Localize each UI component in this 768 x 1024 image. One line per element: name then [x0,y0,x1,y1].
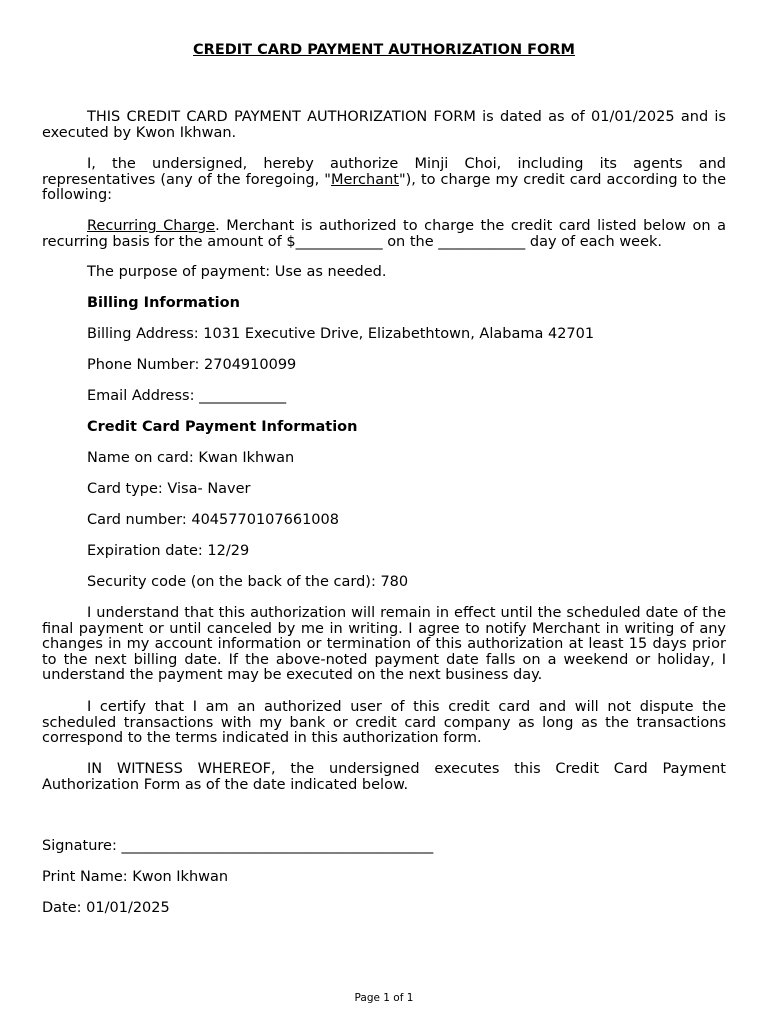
merchant-term: Merchant [330,171,399,188]
billing-address: Billing Address: 1031 Executive Drive, Elizabethtown, Alabama 42701 [87,326,595,342]
witness-paragraph: IN WITNESS WHEREOF, the undersigned executes this Credit Card Payment Authorization Form as of the date indicated below. [42,761,726,793]
card-type: Card type: Visa- Naver [87,481,251,497]
certify-paragraph: I certify that I am an authorized user of this credit card and will not dispute the scheduled transactions with my bank or credit card company as long as the transactions correspond to the terms indicated in this authorization form. [42,699,726,746]
recurring-heading: Recurring Charge [87,218,216,234]
recurring-text: . Merchant is authorized to charge the credit card listed below on a recurring basis for the amount of $____________ on the ____________ day of each week. [42,218,726,250]
recurring-paragraph [42,219,726,250]
email-address: Email Address: ____________ [87,388,287,404]
authorize-paragraph [42,157,726,204]
understand-paragraph: I understand that this authorization will remain in effect until the scheduled date of the final payment or until canceled by me in writing. I agree to notify Merchant in writing of any changes in my account information or termination of this authorization at least 15 days prior to the next billing date. If the above-noted payment date falls on a weekend or holiday, I understand the payment may be executed on the next business day. [42,605,726,683]
expiration-date: Expiration date: 12/29 [87,543,250,559]
document-title: CREDIT CARD PAYMENT AUTHORIZATION FORM [193,42,575,58]
page-footer: Page 1 of 1 [354,992,414,1004]
purpose-line: The purpose of payment: Use as needed. [87,264,387,280]
signature-line: Signature: ___________________________________________ [42,838,434,854]
billing-heading: Billing Information [87,295,240,311]
authorize-text-pre: I, the undersigned, hereby authorize Minji Choi, including its agents and representatives (any of the foregoing, " [42,156,726,188]
date-line: Date: 01/01/2025 [42,900,170,916]
authorize-text-post: "), to charge my credit card according to the following: [42,171,726,203]
name-on-card: Name on card: Kwan Ikhwan [87,450,295,466]
card-heading: Credit Card Payment Information [87,419,358,435]
intro-paragraph: THIS CREDIT CARD PAYMENT AUTHORIZATION FORM is dated as of 01/01/2025 and is executed by Kwon Ikhwan. [42,109,726,141]
security-code: Security code (on the back of the card): 780 [87,574,409,590]
document-page [42,0,726,1024]
phone-number: Phone Number: 2704910099 [87,357,297,373]
print-name: Print Name: Kwon Ikhwan [42,869,229,885]
card-number: Card number: 4045770107661008 [87,512,339,528]
